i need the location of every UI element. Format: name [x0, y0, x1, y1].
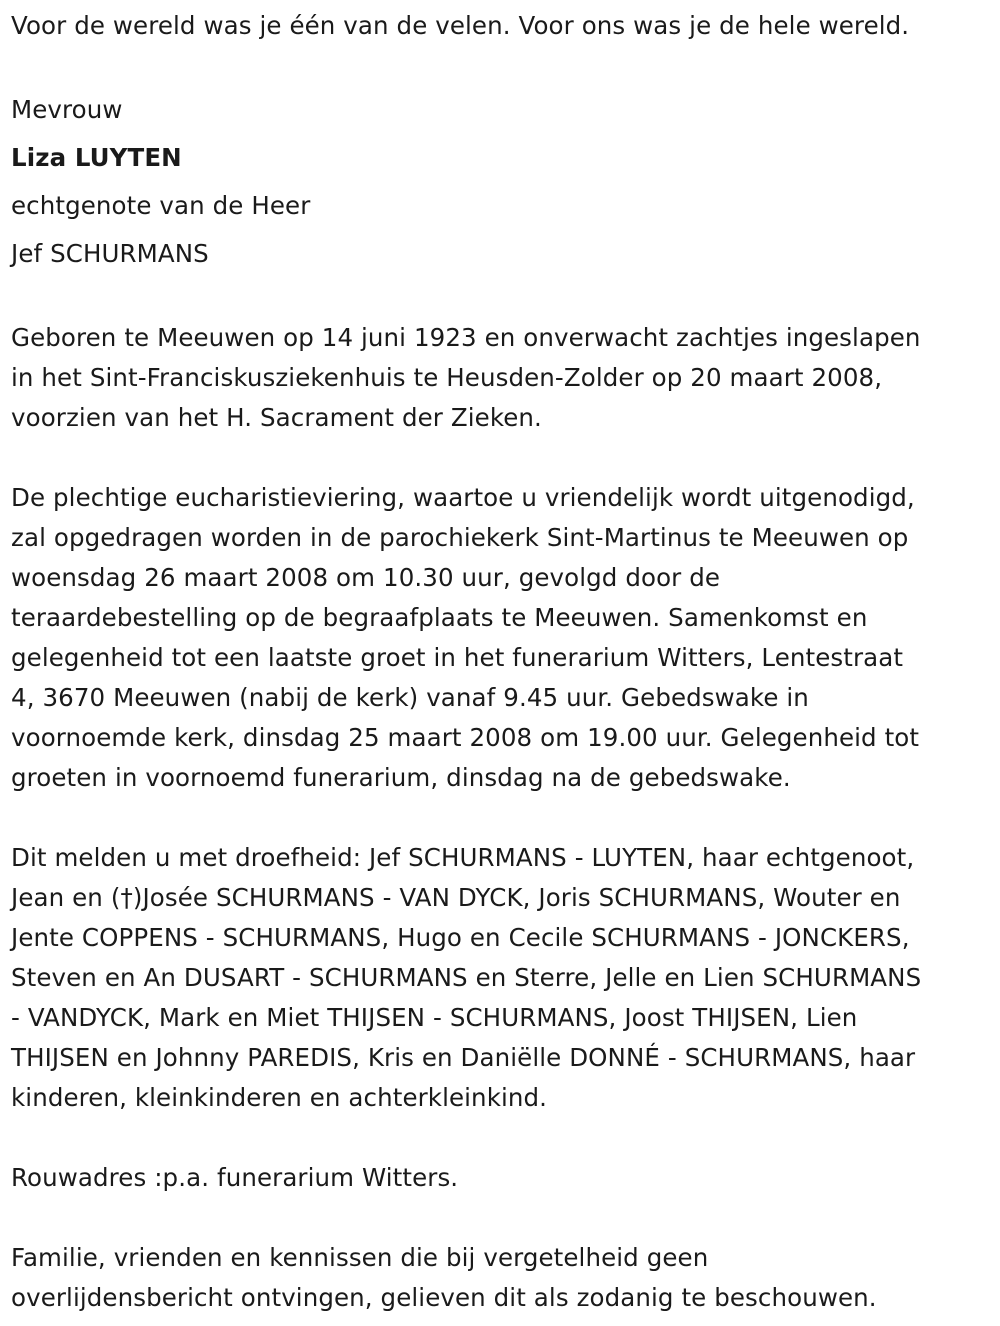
spacer [11, 278, 990, 318]
paragraph-line: voornoemde kerk, dinsdag 25 maart 2008 om 19.00 uur. Gelegenheid tot [11, 723, 920, 752]
paragraph-line: teraardebestelling op de begraafplaats te Meeuwen. Samenkomst en [11, 603, 868, 632]
paragraph-line: De plechtige eucharistieviering, waartoe u vriendelijk wordt uitgenodigd, [11, 483, 915, 512]
paragraph-line: overlijdensbericht ontvingen, gelieven dit als zodanig te beschouwen. [11, 1283, 877, 1312]
paragraph-line: Familie, vrienden en kennissen die bij vergetelheid geen [11, 1243, 709, 1272]
spacer [11, 46, 990, 86]
birth-death-paragraph [11, 318, 990, 438]
deceased-block [11, 86, 990, 278]
announcement-paragraph [11, 838, 990, 1118]
deceased-title: Mevrouw [11, 95, 123, 124]
paragraph-line: voorzien van het H. Sacrament der Zieken. [11, 403, 542, 432]
paragraph-line: woensdag 26 maart 2008 om 10.30 uur, gevolgd door de [11, 563, 721, 592]
paragraph-line: groeten in voornoemd funerarium, dinsdag na de gebedswake. [11, 763, 791, 792]
spacer [11, 1118, 990, 1158]
spouse-name: Jef SCHURMANS [11, 239, 209, 268]
ceremony-paragraph [11, 478, 990, 798]
paragraph-line: kinderen, kleinkinderen en achterkleinkind. [11, 1083, 548, 1112]
closing-paragraph [11, 1238, 990, 1318]
paragraph-line: - VANDYCK, Mark en Miet THIJSEN - SCHURMANS, Joost THIJSEN, Lien [11, 1003, 858, 1032]
paragraph-line: Jean en (†)Josée SCHURMANS - VAN DYCK, Joris SCHURMANS, Wouter en [11, 883, 901, 912]
paragraph-line: Steven en An DUSART - SCHURMANS en Sterre, Jelle en Lien SCHURMANS [11, 963, 922, 992]
motto: Voor de wereld was je één van de velen. Voor ons was je de hele wereld. [11, 11, 910, 40]
spacer [11, 1198, 990, 1238]
paragraph-line: Geboren te Meeuwen op 14 juni 1923 en onverwacht zachtjes ingeslapen [11, 323, 921, 352]
paragraph-line: Jente COPPENS - SCHURMANS, Hugo en Cecile SCHURMANS - JONCKERS, [11, 923, 910, 952]
paragraph-line: THIJSEN en Johnny PAREDIS, Kris en Daniëlle DONNÉ - SCHURMANS, haar [11, 1043, 916, 1072]
deceased-name: Liza LUYTEN [11, 143, 182, 172]
paragraph-line: gelegenheid tot een laatste groet in het funerarium Witters, Lentestraat [11, 643, 904, 672]
spacer [11, 438, 990, 478]
paragraph-line: Dit melden u met droefheid: Jef SCHURMANS - LUYTEN, haar echtgenoot, [11, 843, 915, 872]
spacer [11, 798, 990, 838]
paragraph-line: in het Sint-Franciskusziekenhuis te Heusden-Zolder op 20 maart 2008, [11, 363, 883, 392]
mourning-address: Rouwadres :p.a. funerarium Witters. [11, 1163, 459, 1192]
paragraph-line: 4, 3670 Meeuwen (nabij de kerk) vanaf 9.45 uur. Gebedswake in [11, 683, 809, 712]
deceased-relation: echtgenote van de Heer [11, 191, 311, 220]
paragraph-line: zal opgedragen worden in de parochiekerk Sint-Martinus te Meeuwen op [11, 523, 909, 552]
